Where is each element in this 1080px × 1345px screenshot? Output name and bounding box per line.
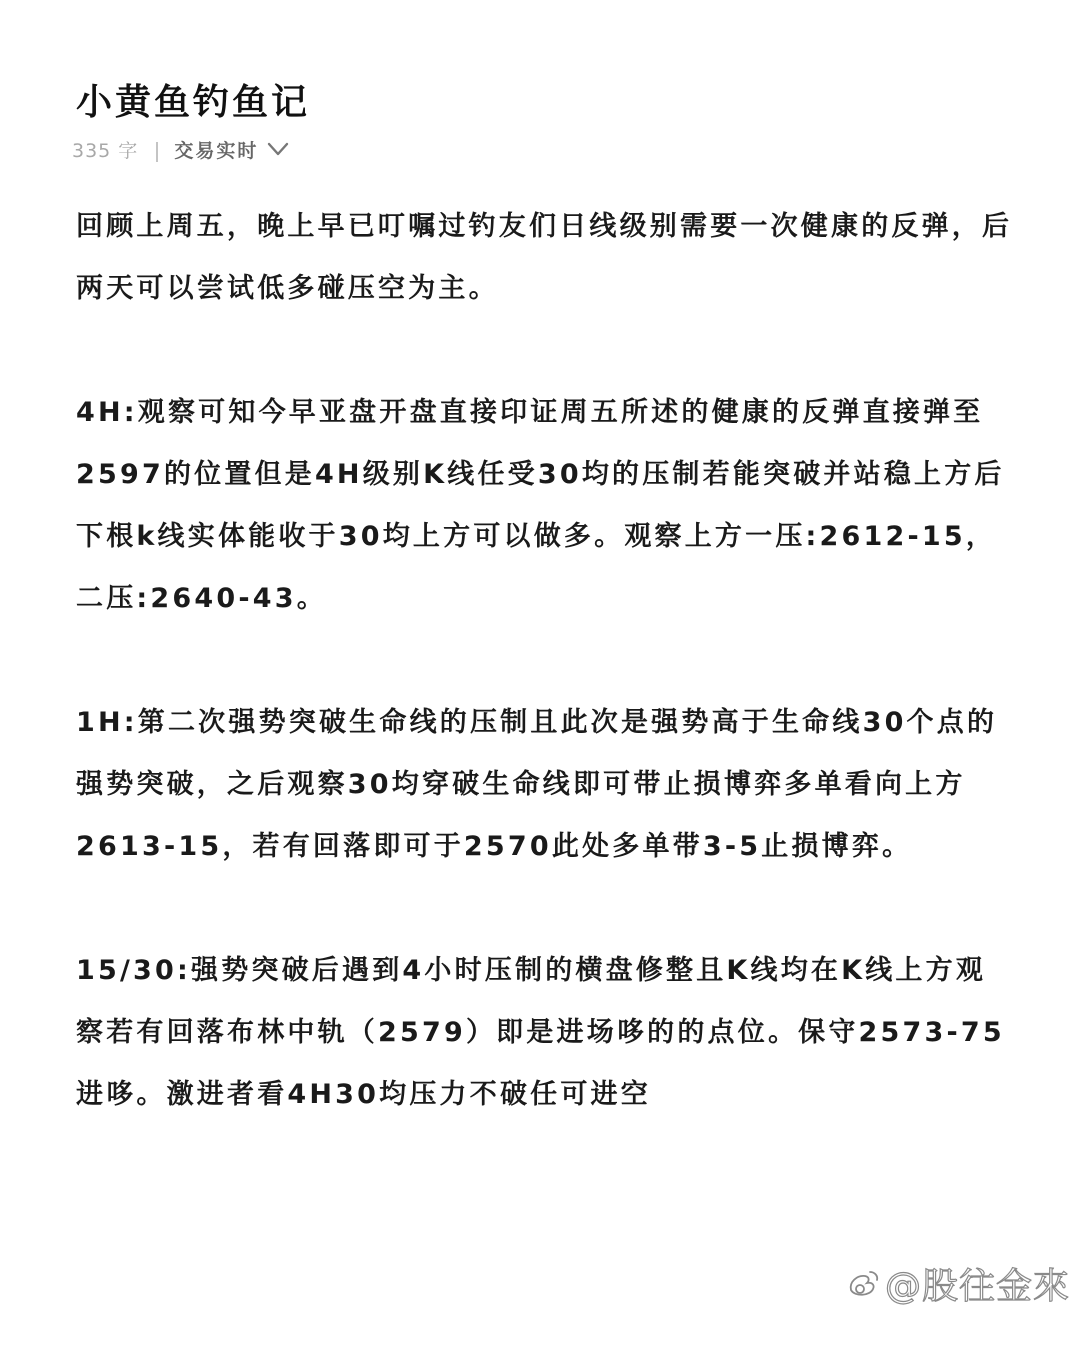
word-count: 335 字 — [72, 139, 139, 162]
weibo-logo-icon — [845, 1266, 881, 1302]
article-meta — [72, 134, 290, 164]
paragraph-15-30: 15/30:强势突破后遇到4小时压制的横盘修整且K线均在K线上方观察若有回落布林中轨（2579）即是进场哆的的点位。保守2573-75进哆。激进者看4H30均压力不破任可进空 — [76, 955, 1005, 1110]
article-title: 小黄鱼钓鱼记 — [76, 82, 311, 124]
paragraph-4h: 4H:观察可知今早亚盘开盘直接印证周五所述的健康的反弹直接弹至2597的位置但是4H级别K线任受30均的压制若能突破并站稳上方后下根k线实体能收于30均上方可以做多。观察上方一压:2612-15，二压:2640-43。 — [76, 397, 1005, 614]
article-body — [76, 196, 1016, 1126]
paragraph-recap: 回顾上周五，晚上早已叮嘱过钓友们日线级别需要一次健康的反弹，后两天可以尝试低多碰压空为主。 — [76, 211, 1013, 304]
paragraph-1h: 1H:第二次强势突破生命线的压制且此次是强势高于生命线30个点的强势突破，之后观察30均穿破生命线即可带止损博弈多单看向上方2613-15，若有回落即可于2570此处多单带3-5止损博弈。 — [76, 707, 998, 862]
watermark — [845, 1258, 1070, 1309]
category-label[interactable]: 交易实时 — [174, 139, 259, 162]
meta-divider — [156, 142, 158, 162]
chevron-down-icon[interactable] — [266, 140, 290, 158]
watermark-text: @股往金來 — [884, 1266, 1070, 1307]
